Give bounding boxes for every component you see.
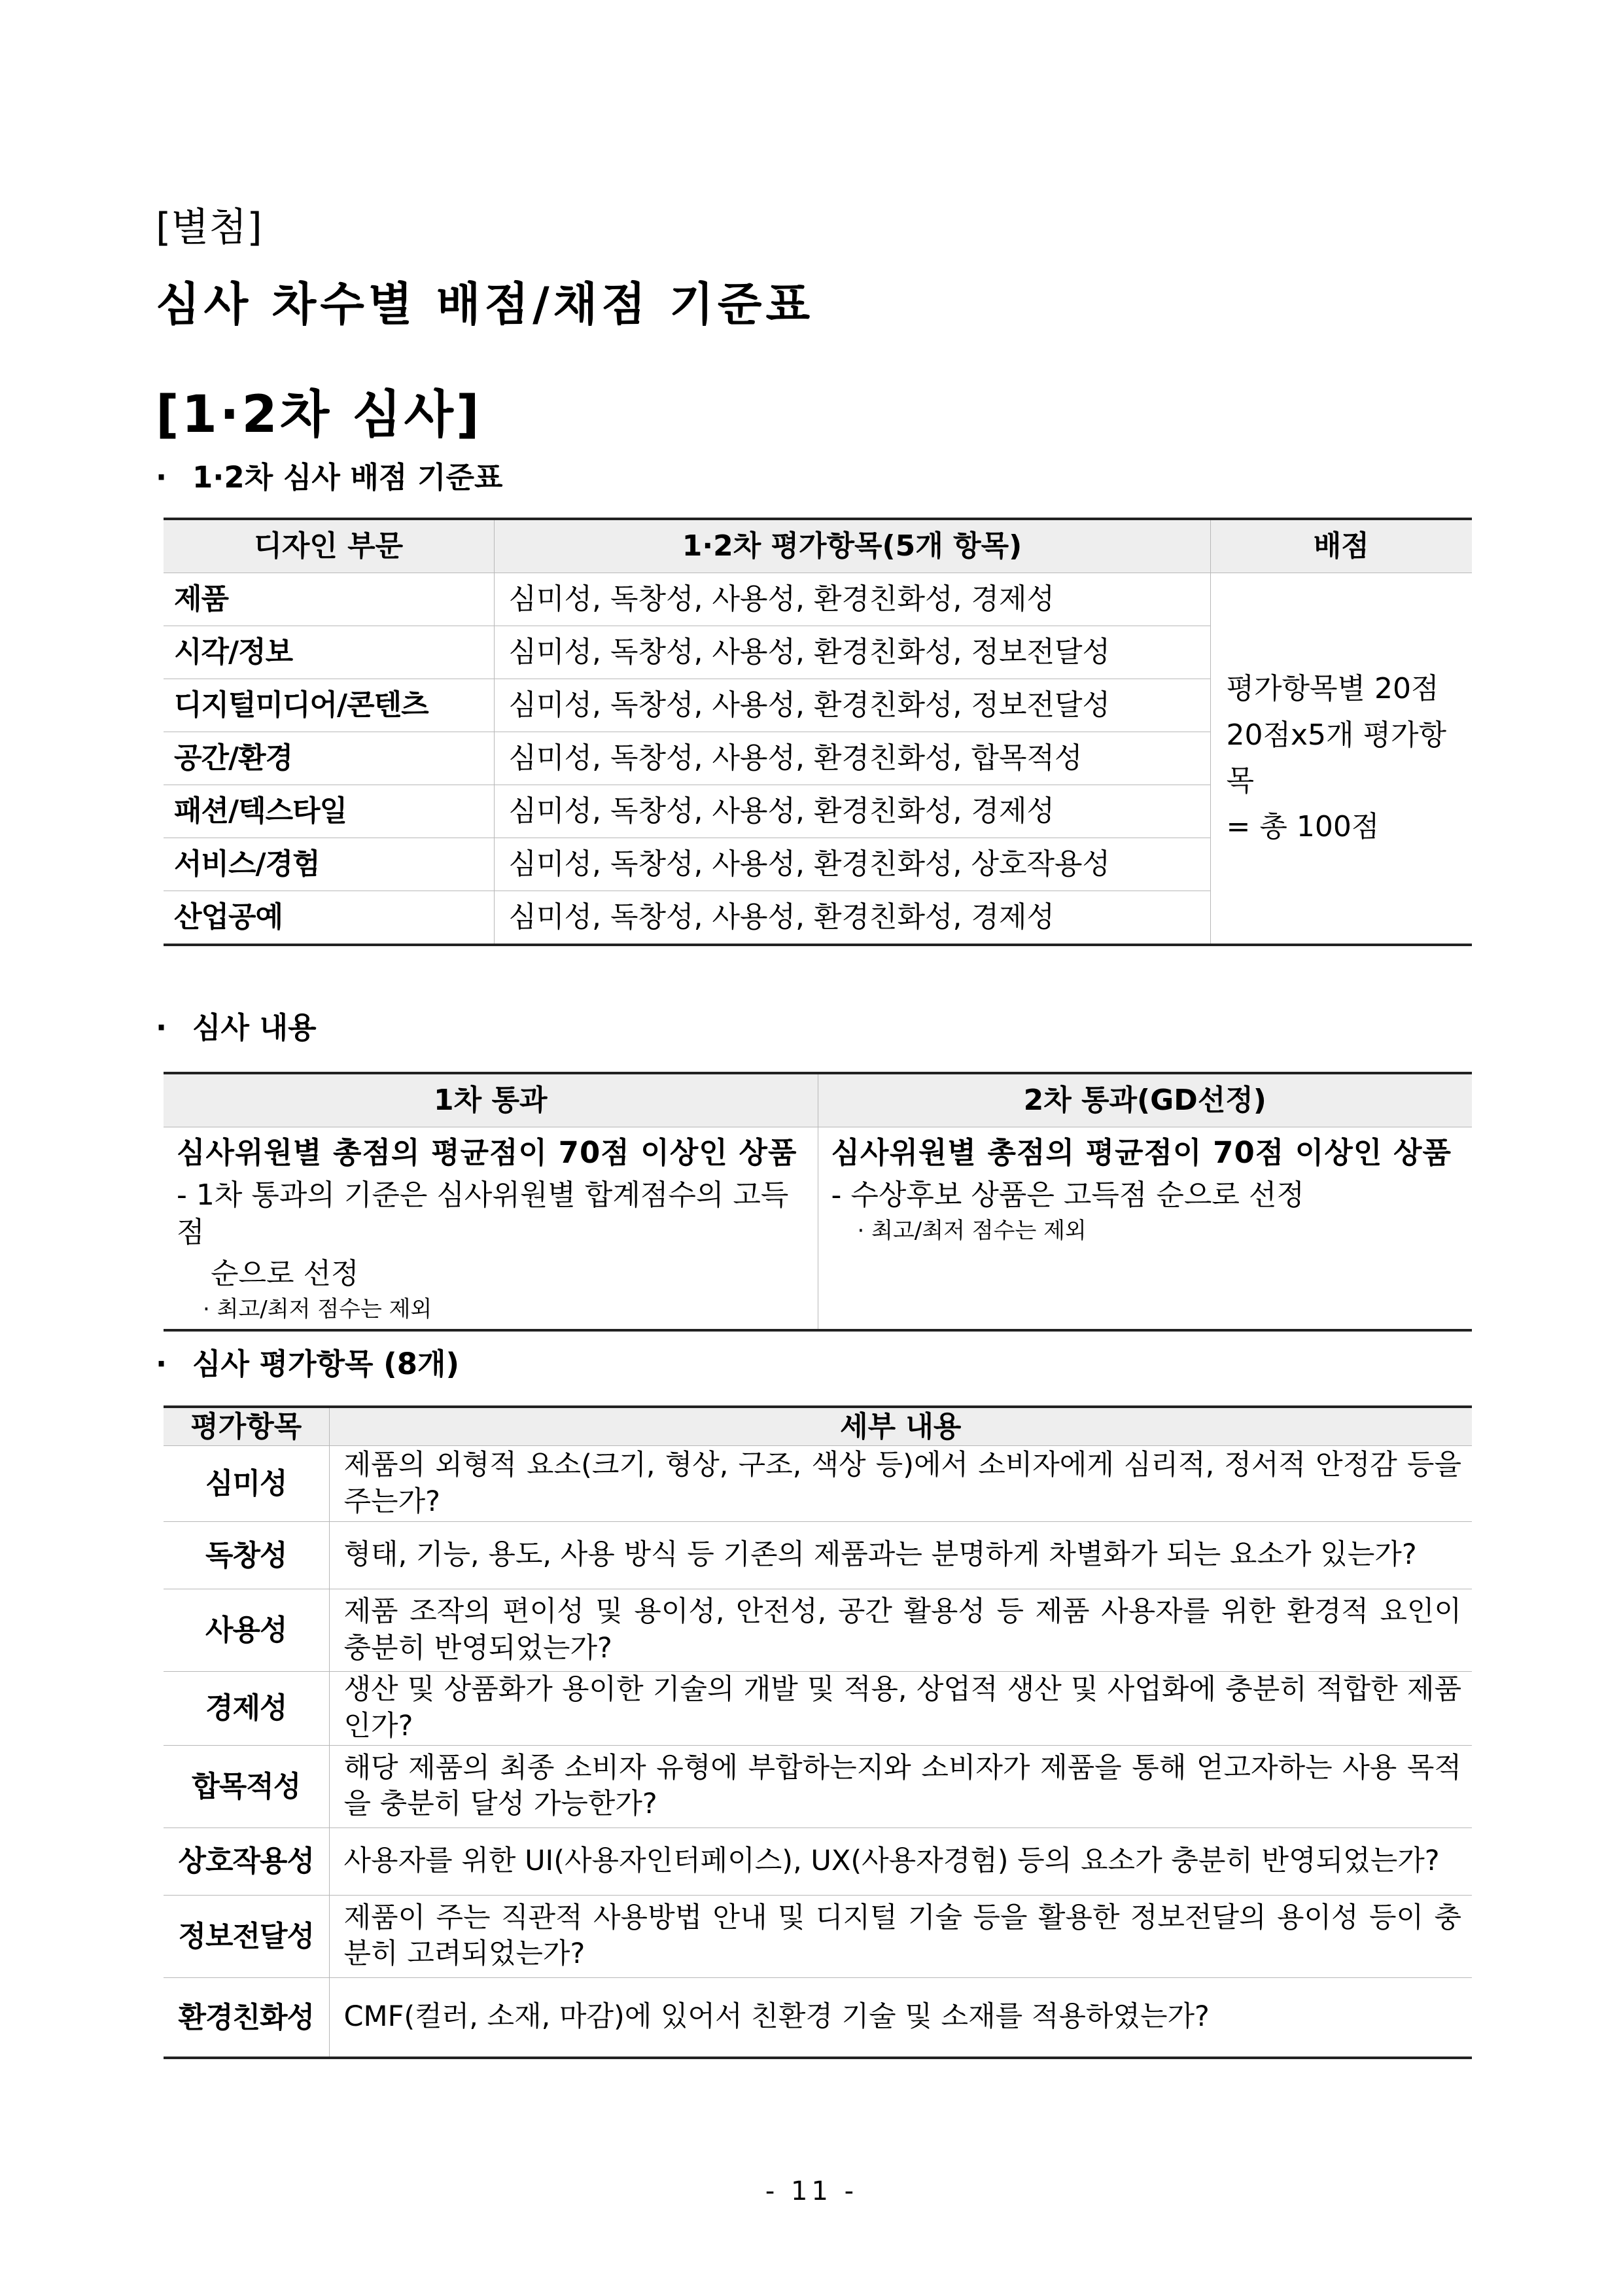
criterion-name: 경제성 [164, 1672, 329, 1746]
criteria-cell: 심미성, 독창성, 사용성, 환경친화성, 정보전달성 [494, 626, 1210, 679]
column-header: 1차 통과 [164, 1073, 818, 1127]
content-heading [156, 1010, 317, 1045]
criterion-desc: 해당 제품의 최종 소비자 유형에 부합하는지와 소비자가 제품을 통해 얻고자하는 사용 목적을 충분히 달성 가능한가? [329, 1745, 1472, 1828]
first-pass-note: · 최고/최저 점수는 제외 [203, 1296, 432, 1323]
document-title: 심사 차수별 배점/채점 기준표 [156, 277, 814, 331]
criterion-desc: 제품이 주는 직관적 사용방법 안내 및 디지털 기술 등을 활용한 정보전달의 용이성 등이 충분히 고려되었는가? [329, 1895, 1472, 1977]
second-pass-cell [818, 1127, 1472, 1331]
score-line: 평가항목별 20점 [1226, 672, 1439, 706]
column-header: 배점 [1210, 519, 1472, 573]
criteria-cell: 심미성, 독창성, 사용성, 환경친화성, 경제성 [494, 891, 1210, 945]
table-row [164, 1672, 1472, 1746]
bullet-icon: · [156, 460, 167, 495]
bullet-icon: · [156, 1347, 167, 1381]
first-pass-main: 심사위원별 총점의 평균점이 70점 이상인 상품 [177, 1135, 797, 1170]
first-pass-detail-cont: 순으로 선정 [211, 1256, 359, 1290]
score-cell [1210, 573, 1472, 945]
score-line: 20점x5개 평가항목 [1226, 718, 1447, 798]
table-header-row [164, 1073, 1472, 1127]
column-header: 2차 통과(GD선정) [818, 1073, 1472, 1127]
criterion-name: 합목적성 [164, 1745, 329, 1828]
column-header: 1·2차 평가항목(5개 항목) [494, 519, 1210, 573]
table-row [164, 1828, 1472, 1895]
section-title: [1·2차 심사] [156, 385, 482, 444]
second-pass-detail: - 수상후보 상품은 고득점 순으로 선정 [831, 1178, 1304, 1212]
table-row [164, 1895, 1472, 1977]
first-pass-cell [164, 1127, 818, 1331]
category-cell: 서비스/경험 [164, 838, 494, 891]
criteria-cell: 심미성, 독창성, 사용성, 환경친화성, 경제성 [494, 785, 1210, 838]
attachment-label: [별첨] [156, 205, 262, 251]
table-header-row [164, 519, 1472, 573]
criterion-desc: CMF(컬러, 소재, 마감)에 있어서 친환경 기술 및 소재를 적용하였는가? [329, 1977, 1472, 2058]
category-cell: 산업공예 [164, 891, 494, 945]
content-table [164, 1072, 1472, 1332]
table-row [164, 573, 1472, 626]
criteria-table [164, 1405, 1472, 2059]
criteria-heading [156, 1349, 459, 1379]
category-cell: 제품 [164, 573, 494, 626]
criteria-cell: 심미성, 독창성, 사용성, 환경친화성, 합목적성 [494, 732, 1210, 785]
column-header: 세부 내용 [329, 1407, 1472, 1446]
column-header: 디자인 부문 [164, 519, 494, 573]
criterion-name: 심미성 [164, 1446, 329, 1522]
criteria-heading-text: 심사 평가항목 (8개) [192, 1347, 460, 1381]
criterion-desc: 제품 조작의 편이성 및 용이성, 안전성, 공간 활용성 등 제품 사용자를 위한 환경적 요인이 충분히 반영되었는가? [329, 1589, 1472, 1672]
table-row [164, 1127, 1472, 1331]
second-pass-main: 심사위원별 총점의 평균점이 70점 이상인 상품 [831, 1135, 1452, 1170]
criterion-name: 상호작용성 [164, 1828, 329, 1895]
column-header: 평가항목 [164, 1407, 329, 1446]
table-row [164, 1977, 1472, 2058]
criterion-name: 환경친화성 [164, 1977, 329, 2058]
table-row [164, 1522, 1472, 1589]
criterion-desc: 형태, 기능, 용도, 사용 방식 등 기존의 제품과는 분명하게 차별화가 되는 요소가 있는가? [329, 1522, 1472, 1589]
second-pass-note: · 최고/최저 점수는 제외 [857, 1217, 1087, 1244]
bullet-icon: · [156, 1010, 167, 1045]
category-cell: 디지털미디어/콘텐츠 [164, 679, 494, 732]
category-cell: 패션/텍스타일 [164, 785, 494, 838]
first-pass-detail: - 1차 통과의 기준은 심사위원별 합계점수의 고득점 [177, 1178, 789, 1249]
criteria-cell: 심미성, 독창성, 사용성, 환경친화성, 상호작용성 [494, 838, 1210, 891]
content-heading-text: 심사 내용 [192, 1010, 317, 1045]
criterion-desc: 사용자를 위한 UI(사용자인터페이스), UX(사용자경험) 등의 요소가 충분히 반영되었는가? [329, 1828, 1472, 1895]
criterion-name: 정보전달성 [164, 1895, 329, 1977]
table-row [164, 1589, 1472, 1672]
score-line: = 총 100점 [1226, 810, 1380, 844]
category-cell: 시각/정보 [164, 626, 494, 679]
table-row [164, 1446, 1472, 1522]
criteria-cell: 심미성, 독창성, 사용성, 환경친화성, 정보전달성 [494, 679, 1210, 732]
scoring-heading [156, 460, 503, 495]
page-number: - 11 - [765, 2176, 858, 2206]
table-row [164, 1745, 1472, 1828]
criterion-name: 독창성 [164, 1522, 329, 1589]
category-cell: 공간/환경 [164, 732, 494, 785]
criteria-cell: 심미성, 독창성, 사용성, 환경친화성, 경제성 [494, 573, 1210, 626]
scoring-heading-text: 1·2차 심사 배점 기준표 [192, 460, 503, 495]
criterion-desc: 생산 및 상품화가 용이한 기술의 개발 및 적용, 상업적 생산 및 사업화에 충분히 적합한 제품인가? [329, 1672, 1472, 1746]
scoring-table [164, 518, 1472, 946]
criterion-desc: 제품의 외형적 요소(크기, 형상, 구조, 색상 등)에서 소비자에게 심리적, 정서적 안정감 등을 주는가? [329, 1446, 1472, 1522]
table-header-row [164, 1407, 1472, 1446]
criterion-name: 사용성 [164, 1589, 329, 1672]
